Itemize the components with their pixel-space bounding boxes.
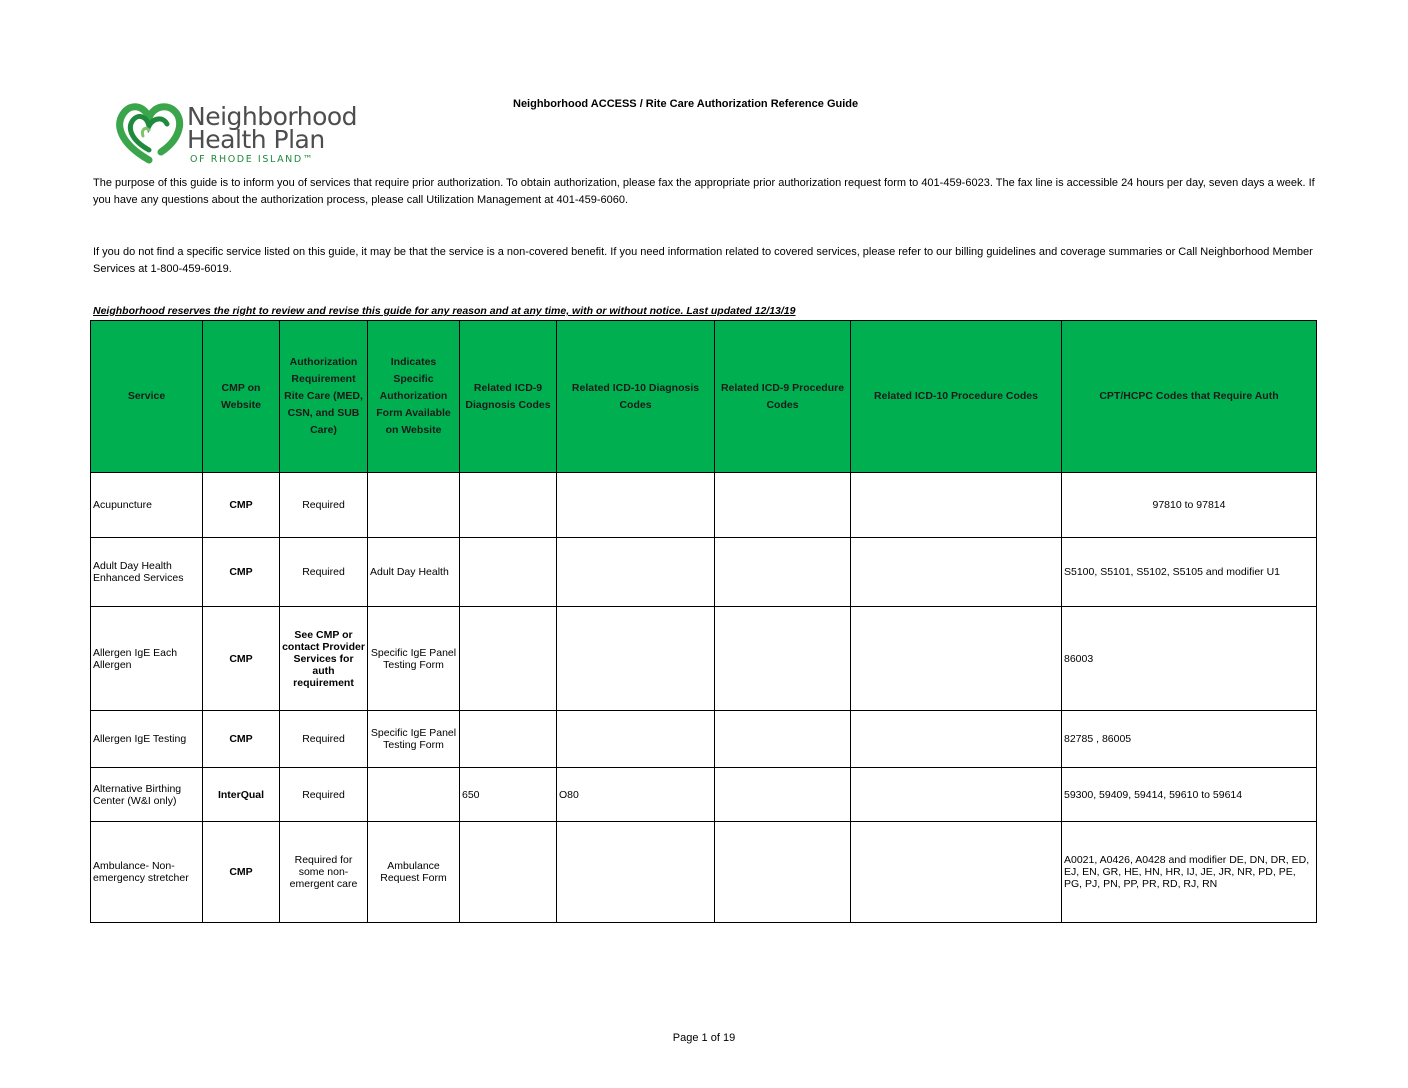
table-row bbox=[91, 538, 1317, 607]
table-row bbox=[91, 822, 1317, 923]
cell-icd10-diagnosis bbox=[557, 711, 715, 768]
cell-service: Adult Day Health Enhanced Services bbox=[91, 538, 203, 607]
cell-cpt-hcpc: 59300, 59409, 59414, 59610 to 59614 bbox=[1062, 768, 1317, 822]
cell-cpt-hcpc: 97810 to 97814 bbox=[1062, 473, 1317, 538]
cell-auth-form: Specific IgE Panel Testing Form bbox=[368, 607, 460, 711]
logo-text-line3: OF RHODE ISLAND™ bbox=[190, 154, 314, 165]
cell-service: Alternative Birthing Center (W&I only) bbox=[91, 768, 203, 822]
cell-auth-form: Adult Day Health bbox=[368, 538, 460, 607]
cell-icd9-diagnosis bbox=[460, 822, 557, 923]
header-auth-form: Indicates Specific Authorization Form Available on Website bbox=[368, 321, 460, 473]
cell-icd9-procedure bbox=[715, 607, 851, 711]
cell-icd10-diagnosis: O80 bbox=[557, 768, 715, 822]
cell-service: Allergen IgE Testing bbox=[91, 711, 203, 768]
cell-icd9-diagnosis bbox=[460, 607, 557, 711]
cell-cmp: CMP bbox=[203, 538, 280, 607]
cell-icd9-diagnosis bbox=[460, 538, 557, 607]
cell-auth-requirement: Required for some non-emergent care bbox=[280, 822, 368, 923]
cell-cpt-hcpc: S5100, S5101, S5102, S5105 and modifier U1 bbox=[1062, 538, 1317, 607]
header-icd10-diagnosis: Related ICD-10 Diagnosis Codes bbox=[557, 321, 715, 473]
cell-cmp: CMP bbox=[203, 711, 280, 768]
cell-icd9-diagnosis bbox=[460, 473, 557, 538]
cell-icd9-procedure bbox=[715, 768, 851, 822]
coverage-paragraph: If you do not find a specific service listed on this guide, it may be that the service is a non-covered benefit. If you need information related to covered services, please refer to our billing guidelines and coverage summaries or Call Neighborhood Member Services at 1-800-459-6019. bbox=[93, 246, 1313, 275]
cell-service: Ambulance- Non-emergency stretcher bbox=[91, 822, 203, 923]
cell-auth-requirement: See CMP or contact Provider Services for auth requirement bbox=[280, 607, 368, 711]
purpose-paragraph: The purpose of this guide is to inform you of services that require prior authorization. To obtain authorization, please fax the appropriate prior authorization request form to 401-459-6023. The fax line is accessible 24 hours per day, seven days a week. If you have any questions about the authorization process, please call Utilization Management at 401-459-6060. bbox=[93, 177, 1315, 206]
cell-icd9-procedure bbox=[715, 473, 851, 538]
cell-icd9-procedure bbox=[715, 822, 851, 923]
heart-logo-icon bbox=[113, 100, 185, 166]
table-header-row bbox=[91, 321, 1317, 473]
header-auth-requirement: Authorization Requirement Rite Care (MED, CSN, and SUB Care) bbox=[280, 321, 368, 473]
cell-auth-form bbox=[368, 473, 460, 538]
cell-cpt-hcpc: 82785 , 86005 bbox=[1062, 711, 1317, 768]
document-title: Neighborhood ACCESS / Rite Care Authorization Reference Guide bbox=[513, 98, 859, 110]
table-row bbox=[91, 607, 1317, 711]
cell-cmp: CMP bbox=[203, 473, 280, 538]
cell-icd9-diagnosis bbox=[460, 711, 557, 768]
cell-icd10-procedure bbox=[851, 607, 1062, 711]
cell-icd10-diagnosis bbox=[557, 538, 715, 607]
cell-auth-form bbox=[368, 768, 460, 822]
cell-icd10-diagnosis bbox=[557, 822, 715, 923]
header-service: Service bbox=[91, 321, 203, 473]
cell-icd10-procedure bbox=[851, 822, 1062, 923]
cell-icd10-procedure bbox=[851, 711, 1062, 768]
header-icd9-procedure: Related ICD-9 Procedure Codes bbox=[715, 321, 851, 473]
header-icd9-diagnosis: Related ICD-9 Diagnosis Codes bbox=[460, 321, 557, 473]
header-icd10-procedure: Related ICD-10 Procedure Codes bbox=[851, 321, 1062, 473]
cell-auth-requirement: Required bbox=[280, 768, 368, 822]
cell-auth-requirement: Required bbox=[280, 473, 368, 538]
cell-auth-requirement: Required bbox=[280, 711, 368, 768]
cell-auth-form: Specific IgE Panel Testing Form bbox=[368, 711, 460, 768]
cell-cpt-hcpc: A0021, A0426, A0428 and modifier DE, DN, DR, ED, EJ, EN, GR, HE, HN, HR, IJ, JE, JR, NR, PD, PE, PG, PJ, PN, PP, PR, RD, RJ, RN bbox=[1062, 822, 1317, 923]
cell-icd9-procedure bbox=[715, 538, 851, 607]
cell-icd10-procedure bbox=[851, 538, 1062, 607]
table-row bbox=[91, 473, 1317, 538]
header-cpt-hcpc: CPT/HCPC Codes that Require Auth bbox=[1062, 321, 1317, 473]
cell-icd10-procedure bbox=[851, 768, 1062, 822]
cell-icd10-diagnosis bbox=[557, 473, 715, 538]
cell-cmp: CMP bbox=[203, 822, 280, 923]
table-row bbox=[91, 711, 1317, 768]
cell-service: Allergen IgE Each Allergen bbox=[91, 607, 203, 711]
cell-cmp: InterQual bbox=[203, 768, 280, 822]
logo-text-line1: Neighborhood bbox=[187, 102, 358, 131]
revision-notice: Neighborhood reserves the right to review and revise this guide for any reason and at any time, with or without notice. Last updated 12/13/19 bbox=[93, 305, 796, 317]
cell-icd10-diagnosis bbox=[557, 607, 715, 711]
cell-icd10-procedure bbox=[851, 473, 1062, 538]
page-number: Page 1 of 19 bbox=[672, 1032, 736, 1044]
cell-cmp: CMP bbox=[203, 607, 280, 711]
authorization-table bbox=[90, 320, 1317, 923]
cell-auth-form: Ambulance Request Form bbox=[368, 822, 460, 923]
logo-text-line2: Health Plan bbox=[187, 125, 325, 154]
cell-icd9-procedure bbox=[715, 711, 851, 768]
cell-auth-requirement: Required bbox=[280, 538, 368, 607]
header-cmp: CMP on Website bbox=[203, 321, 280, 473]
cell-service: Acupuncture bbox=[91, 473, 203, 538]
cell-icd9-diagnosis: 650 bbox=[460, 768, 557, 822]
table-row bbox=[91, 768, 1317, 822]
cell-cpt-hcpc: 86003 bbox=[1062, 607, 1317, 711]
neighborhood-logo bbox=[113, 100, 358, 170]
